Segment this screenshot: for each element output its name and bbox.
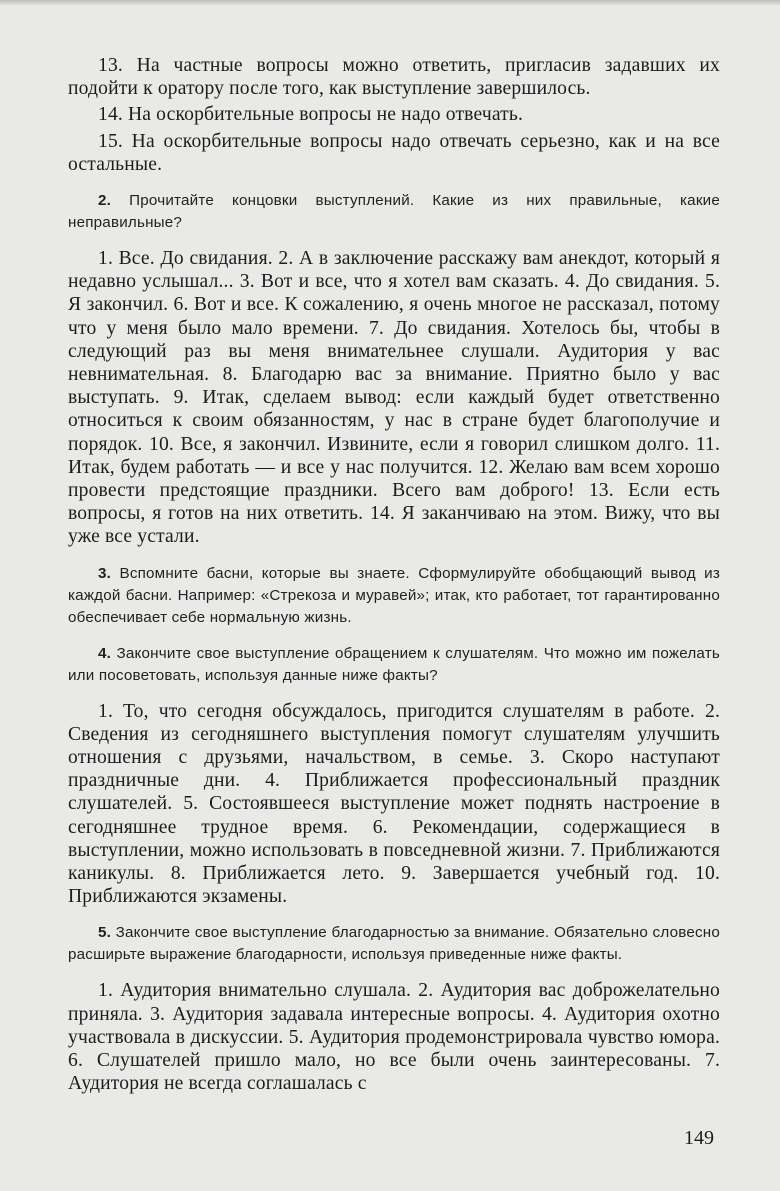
statement-14: 14. На оскорбительные вопросы не надо отвечать. <box>98 104 524 126</box>
task-5-instruction: 5. Закончите свое выступление благодарностью за внимание. Обязательно словесно расширьте выражение благодарности, используя приведенные ниже факты. <box>68 924 720 964</box>
task-5-facts-list: 1. Аудитория внимательно слушала. 2. Аудитория вас доброжелательно приняла. 3. Аудитория задавала интересные вопросы. 4. Аудитория охотно участвовала в дискуссии. 5. Аудитория продемонстрировала чувство юмора. 6. Слушателей пришло мало, но все были очень заинтересованы. 7. Аудитория не всегда соглашалась с <box>68 980 720 1095</box>
task-number: 2. <box>98 192 112 210</box>
task-3-instruction: 3. Вспомните басни, которые вы знаете. Сформулируйте обобщающий вывод из каждой басни. Например: «Стрекоза и муравей»; итак, кто работает, тот гарантированно обеспечивает себе нормальную жизнь. <box>68 564 720 626</box>
page-top-edge <box>0 0 780 6</box>
page-number: 149 <box>684 1127 714 1149</box>
task-number: 3. <box>98 564 112 582</box>
task-4-facts-list: 1. То, что сегодня обсуждалось, пригодится слушателям в работе. 2. Сведения из сегодняшнего выступления помогут слушателям улучшить отношения с друзьями, начальством, в семье. 3. Скоро наступают праздничные дни. 4. Приближается профессиональный праздник слушателей. 5. Состоявшееся выступление может поднять настроение в сегодняшнее трудное время. 6. Рекомендации, содержащиеся в выступлении, можно использовать в повседневной жизни. 7. Приближаются каникулы. 8. Приближается лето. 9. Завершается учебный год. 10. Приближаются экзамены. <box>68 700 720 908</box>
statement-13: 13. На частные вопросы можно ответить, пригласив задавших их подойти к оратору после того, как выступление завершилось. <box>68 55 720 100</box>
task-2-instruction: 2. Прочитайте концовки выступлений. Какие из них правильные, какие неправильные? <box>68 192 720 232</box>
task-2-endings-list: 1. Все. До свидания. 2. А в заключение расскажу вам анекдот, который я недавно услышал... 3. Вот и все, что я хотел вам сказать. 4. До свидания. 5. Я закончил. 6. Вот и все. К сожалению, я очень многое не рассказал, потому что у меня было мало времени. 7. До свидания. Хотелось бы, чтобы в следующий раз вы меня внимательнее слушали. Аудитория у вас невнимательная. 8. Благодарю вас за внимание. Приятно было у вас выступать. 9. Итак, сделаем вывод: если каждый будет ответственно относиться к своим обязанностям, у нас в стране будет благополучие и порядок. 10. Все, я закончил. Извините, если я говорил слишком долго. 11. Итак, будем работать — и все у нас получится. 12. Желаю вам всем хорошо провести предстоящие праздники. Всего вам доброго! 13. Если есть вопросы, я готов на них ответить. 14. Я заканчиваю на этом. Вижу, что вы уже все устали. <box>68 248 720 548</box>
task-number: 4. <box>98 644 112 662</box>
statement-15: 15. На оскорбительные вопросы надо отвечать серьезно, как и на все остальные. <box>68 130 720 175</box>
task-number: 5. <box>98 924 112 942</box>
book-page <box>68 54 720 1096</box>
task-4-instruction: 4. Закончите свое выступление обращением к слушателям. Что можно им пожелать или посоветовать, используя данные ниже факты? <box>68 644 720 684</box>
